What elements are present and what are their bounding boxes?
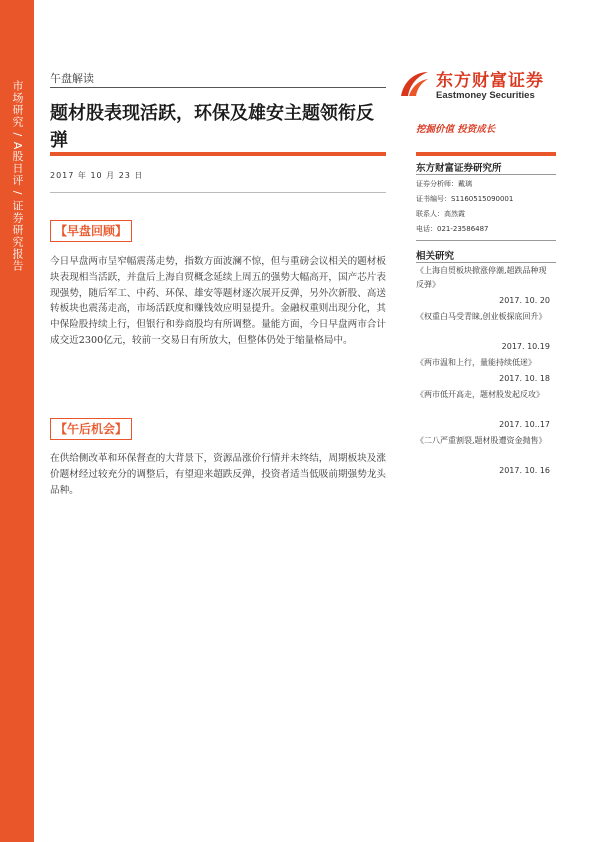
- related-report-title[interactable]: 《权重白马受青睐,创业板探底回升》: [416, 312, 547, 321]
- morning-review-text: 今日早盘两市呈窄幅震荡走势，指数方面波澜不惊，但与重磅会议相关的题材板块表现相当活跃，并盘后上海自贸概念延续上周五的强势大幅高开，国产芯片表现强势，随后军工、中药、环保、雄安等题材逐次展开反弹，另外次新股、高送转板块也震荡走高，市场活跃度和赚钱效应明显提升。金融权重则出现分化，其中保险股持续上行，但银行和券商股均有所调整。量能方面，今日早盘两市合计成交近2300亿元，较前一交易日有所放大，但整体仍处于缩量格局中。: [50, 256, 386, 346]
- report-date: 2017 年 10 月 23 日: [50, 171, 144, 180]
- divider: [50, 87, 386, 88]
- related-report-date: 2017. 10. 18: [499, 374, 550, 383]
- analyst-name: 证券分析师：戴璃: [416, 180, 472, 188]
- page-title: 题材股表现活跃，环保及雄安主题领衔反弹: [50, 103, 374, 151]
- divider: [416, 262, 556, 263]
- section-label: 午盘解读: [50, 72, 94, 85]
- related-report-title[interactable]: 《两市低开高走，题材股发起反攻》: [416, 390, 544, 399]
- related-report-title[interactable]: 《二八严重割裂,题材股遭资金抛售》: [416, 436, 547, 445]
- sidebar-band: [0, 0, 34, 842]
- institute-heading: 东方财富证券研究所: [416, 163, 502, 174]
- related-report-date: 2017. 10..17: [499, 420, 550, 429]
- divider: [50, 192, 386, 193]
- divider: [416, 240, 556, 241]
- phone-number: 电话：021-23586487: [416, 225, 489, 233]
- brand-name-cn: 东方财富证券: [436, 71, 544, 91]
- related-report-title[interactable]: 《两市温和上行，量能持续低迷》: [416, 358, 536, 367]
- contact-person: 联系人：高然霞: [416, 210, 465, 218]
- brand-slogan: 挖掘价值 投资成长: [416, 124, 496, 135]
- related-report-date: 2017. 10. 16: [499, 466, 550, 475]
- brand-logo: [398, 66, 558, 110]
- title-rule: [50, 152, 386, 156]
- morning-review-heading: 【早盘回顾】: [50, 220, 132, 242]
- report-category: 市场研究 / A股日评 / 证券研究报告: [11, 80, 24, 272]
- related-report-date: 2017. 10. 20: [499, 296, 550, 305]
- related-report-title[interactable]: 《上海自贸板块掀涨停潮,超跌品种现反弹》: [416, 266, 547, 289]
- related-report-date: 2017. 10.19: [501, 342, 550, 351]
- afternoon-opportunity-heading: 【午后机会】: [50, 418, 132, 440]
- related-research-heading: 相关研究: [416, 251, 455, 262]
- sidebar-rule: [416, 152, 556, 156]
- afternoon-opportunity-text: 在供给侧改革和环保督查的大背景下，资源品涨价行情并未终结，周期板块及涨价题材经过较充分的调整后，有望迎来超跌反弹，投资者适当低吸前期强势龙头品种。: [50, 453, 386, 496]
- divider: [416, 174, 556, 175]
- eastmoney-logo-icon: [398, 68, 430, 100]
- certificate-number: 证书编号：S1160515090001: [416, 195, 514, 203]
- brand-name-en: Eastmoney Securities: [436, 90, 535, 101]
